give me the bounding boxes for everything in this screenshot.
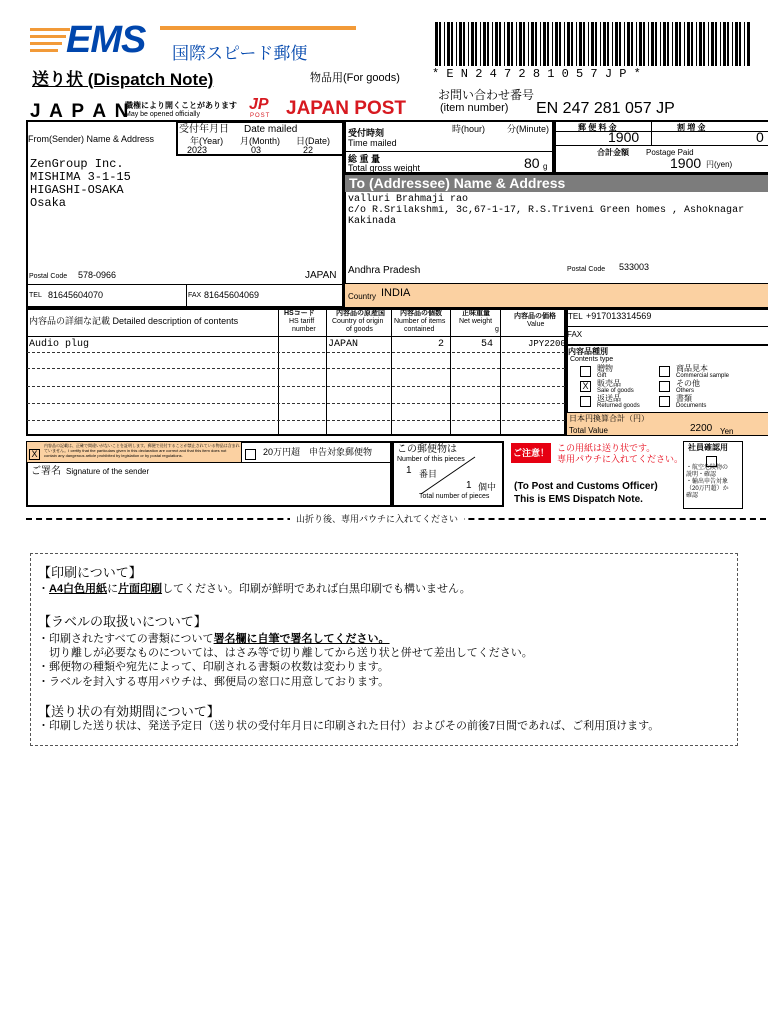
contents-type-label: [597, 395, 640, 409]
contents-type-jp: 販売品: [597, 378, 621, 388]
surcharge-label: 割 増 金: [677, 123, 706, 132]
open-official-jp: 職権により開くことがあります: [125, 101, 237, 110]
barcode-bar: [579, 22, 582, 66]
barcode-bar: [675, 22, 678, 66]
contents-type-en: Contents type: [570, 356, 614, 363]
staff-confirm-notes: [686, 465, 729, 500]
print-bullet: ・: [38, 583, 49, 595]
barcode-bar: [624, 22, 625, 66]
barcode-bar: [451, 22, 453, 66]
sender-fax-label: FAX: [188, 292, 202, 299]
barcode-bar: [492, 22, 493, 66]
barcode-text: * E N 2 4 7 2 8 1 0 5 7 J P *: [432, 67, 641, 81]
barcode-bar: [651, 22, 654, 66]
barcode-bar: [679, 22, 681, 66]
barcode-bar: [531, 22, 534, 66]
barcode-bar: [483, 22, 486, 66]
item-number-label: (item number): [440, 102, 509, 114]
addressee-country: INDIA: [381, 287, 411, 299]
staff-note-5: 確認: [686, 493, 699, 499]
barcode-bar: [468, 22, 469, 66]
barcode-bar: [691, 22, 693, 66]
barcode-bar: [547, 22, 549, 66]
piece-suffix: 番目: [419, 469, 438, 479]
barcode-bar: [663, 22, 666, 66]
item-number: EN 247 281 057 JP: [536, 100, 675, 117]
hs-header-en2: number: [292, 326, 316, 333]
barcode-bar: [615, 22, 618, 66]
net-weight-unit: g: [495, 326, 499, 333]
valid-line: ・印刷した送り状は、発送予定日（送り状の受付年月日に印刷された日付）およびその前後7日間であれば、ご利用頂けます。: [38, 720, 660, 732]
sender-address: [30, 158, 131, 210]
contents-type-en: Commercial sample: [676, 372, 730, 379]
valid-title: 【送り状の有効期間について】: [38, 704, 220, 719]
hour-label: 時(hour): [452, 124, 486, 134]
barcode-bar: [571, 22, 573, 66]
minute-label: 分(Minute): [507, 124, 550, 134]
value-header-jp: 内容品の価格: [514, 313, 556, 320]
surcharge-amount: 0: [756, 129, 764, 145]
barcode-bar: [723, 22, 726, 66]
contents-type-option[interactable]: [659, 393, 706, 411]
barcode-bar: [607, 22, 609, 66]
day-label: 日(Date): [296, 136, 331, 146]
barcode: [435, 22, 751, 66]
date-mailed-jp: 受付年月日: [179, 124, 229, 135]
addressee-header: To (Addressee) Name & Address: [349, 175, 566, 191]
jp-logo-post: POST: [250, 113, 271, 119]
addressee-tel-label: TEL: [568, 312, 583, 321]
barcode-bar: [523, 22, 525, 66]
sender-address-line2: HIGASHI-OSAKA: [30, 183, 124, 197]
sender-country: JAPAN: [305, 270, 337, 281]
contents-type-checkbox[interactable]: [580, 396, 591, 407]
barcode-bar: [559, 22, 561, 66]
sender-name: ZenGroup Inc.: [30, 157, 124, 171]
barcode-bar: [519, 22, 522, 66]
staff-note-2: 説明・確認: [686, 472, 717, 478]
ems-japanese-text: 国際スピード郵便: [172, 44, 308, 63]
sender-address-line3: Osaka: [30, 196, 67, 210]
twenty-man-checkbox[interactable]: [245, 449, 256, 460]
year-label: 年(Year): [190, 136, 224, 146]
barcode-bar: [480, 22, 481, 66]
barcode-bar: [595, 22, 597, 66]
print-emph-a4: A4白色用紙: [49, 583, 108, 595]
barcode-bar: [552, 22, 553, 66]
label-line1-pre: ・印刷されたすべての書類について: [38, 633, 214, 645]
addressee-address-line2: Kakinada: [348, 216, 397, 227]
contents-type-en: Others: [676, 387, 695, 394]
print-title: 【印刷について】: [38, 565, 142, 580]
declaration-text: 内容品の記載は、正確で間違いがないことを証明します。郵便で送付することが禁止されている物品は含まれていません。I certify that the particulars given in this declaration are correct and that this item does not contain any dangerous article prohibited by legislation or by postal regulations.: [44, 443, 240, 458]
inquiry-label-jp: お問い合わせ番号: [438, 88, 535, 102]
barcode-bar: [583, 22, 585, 66]
jp-logo-mark: JP: [249, 96, 269, 113]
barcode-bar: [732, 22, 733, 66]
barcode-bar: [471, 22, 474, 66]
net-weight-header-jp: 正味重量: [462, 310, 490, 317]
contents-type-checkbox[interactable]: [659, 396, 670, 407]
contents-desc-header: 内容品の詳細な記載 Detailed description of contents: [29, 316, 239, 326]
country-label: Country: [348, 292, 377, 301]
open-official-en: May be opened officially: [125, 111, 200, 118]
staff-note-3: ・輸出申告対象: [686, 479, 729, 485]
items-header-en1: Number of items: [394, 318, 446, 325]
label-line1: [38, 633, 390, 645]
barcode-bar: [739, 22, 741, 66]
hs-header-en1: HS tariff: [289, 318, 315, 325]
contents-type-option[interactable]: [580, 393, 640, 411]
addressee-postal-label: Postal Code: [567, 266, 606, 273]
barcode-bar: [543, 22, 546, 66]
row-origin: JAPAN: [328, 339, 359, 350]
barcode-bar: [499, 22, 501, 66]
barcode-bar: [648, 22, 649, 66]
row-items: 2: [438, 339, 445, 350]
label-title: 【ラベルの取扱いについて】: [38, 614, 207, 629]
barcode-bar: [516, 22, 517, 66]
date-mailed-en: Date mailed: [244, 124, 298, 135]
print-rest: してください。印刷が鮮明であれば白黒印刷でも構いません。: [162, 583, 471, 595]
postage-amount: 1900: [608, 129, 640, 145]
time-mailed-en: Time mailed: [348, 138, 397, 148]
twenty-man-label: 20万円超 申告対象郵便物: [263, 447, 373, 457]
barcode-bar: [444, 22, 445, 66]
contents-type-jp: その他: [676, 378, 700, 388]
barcode-bar: [540, 22, 541, 66]
barcode-bar: [511, 22, 513, 66]
barcode-bar: [591, 22, 594, 66]
time-mailed-jp: 受付時刻: [348, 128, 385, 138]
barcode-bar: [711, 22, 714, 66]
contents-type-checkbox[interactable]: X: [580, 381, 591, 392]
contents-type-label: [676, 380, 700, 394]
signature-jp: ご署名: [31, 466, 61, 477]
contents-type-jp: 内容品種別: [568, 347, 608, 356]
barcode-bar: [660, 22, 661, 66]
sender-fax: 81645604069: [204, 290, 260, 300]
addressee-state: Andhra Pradesh: [348, 265, 421, 276]
month-label: 月(Month): [240, 136, 281, 146]
barcode-bar: [627, 22, 630, 66]
print-mid: に: [107, 583, 119, 595]
postage-label: 郵 便 料 金: [578, 123, 617, 132]
barcode-bar: [439, 22, 441, 66]
barcode-bar: [655, 22, 657, 66]
contents-type-label: [676, 395, 706, 409]
fold-instruction: 山折り後、専用パウチに入れてください: [290, 514, 464, 524]
barcode-bar: [703, 22, 705, 66]
dispatch-line: This is EMS Dispatch Note.: [514, 494, 643, 505]
officer-line: (To Post and Customs Officer): [514, 481, 658, 492]
label-line2: 切り離しが必要なものについては、はさみ等で切り離してから送り状と併せて差出してください。: [49, 647, 533, 659]
barcode-bar: [535, 22, 537, 66]
barcode-bar: [715, 22, 717, 66]
weight-unit: g: [543, 162, 548, 171]
signature-en: Signature of the sender: [66, 467, 150, 476]
contents-type-checkbox[interactable]: [659, 366, 670, 377]
value-header-en: Value: [527, 321, 545, 328]
label-line3: ・郵便物の種類や宛先によって、印刷される書類の枚数は変わります。: [38, 661, 389, 673]
barcode-bar: [735, 22, 738, 66]
barcode-bar: [564, 22, 565, 66]
barcode-bar: [528, 22, 529, 66]
barcode-bar: [727, 22, 729, 66]
barcode-bar: [504, 22, 505, 66]
contents-type-jp: 商品見本: [676, 363, 708, 373]
barcode-bar: [744, 22, 745, 66]
contents-type-label: [597, 380, 634, 394]
print-emph-onesided: 片面印刷: [118, 583, 163, 595]
contents-type-jp: 書類: [676, 393, 692, 403]
contents-type-jp: 返送品: [597, 393, 621, 403]
total-value-jp: 日本円換算合計（円）: [569, 414, 649, 423]
barcode-bar: [619, 22, 621, 66]
barcode-bar: [447, 22, 450, 66]
barcode-bar: [687, 22, 690, 66]
addressee-tel: +917013314569: [586, 311, 652, 321]
barcode-bar: [603, 22, 606, 66]
declaration-checkbox[interactable]: X: [29, 449, 40, 460]
contents-type-en: Gift: [597, 372, 607, 379]
sender-postal-label: Postal Code: [29, 273, 68, 280]
barcode-bar: [639, 22, 642, 66]
items-header-jp: 内容品の個数: [400, 310, 442, 317]
barcode-bar: [576, 22, 577, 66]
pieces-total: 1: [466, 480, 472, 491]
mailed-year: 2023: [187, 145, 208, 155]
total-value-en: Total Value: [569, 426, 608, 435]
row-description: Audio plug: [29, 339, 90, 350]
ems-logo-text: EMS: [66, 19, 146, 61]
row-value: JPY2200: [528, 339, 566, 349]
mailed-month: 03: [251, 145, 262, 155]
net-weight-header-en: Net weight: [459, 318, 493, 325]
staff-note-4: （20万円超）か: [686, 486, 729, 492]
barcode-bar: [495, 22, 498, 66]
barcode-bar: [567, 22, 570, 66]
contents-type-jp: 贈物: [597, 363, 613, 373]
barcode-bar: [699, 22, 702, 66]
barcode-bar: [612, 22, 613, 66]
mailed-day: 22: [303, 145, 314, 155]
sender-address-line1: MISHIMA 3-1-15: [30, 170, 131, 184]
contents-type-en: Sale of goods: [597, 387, 634, 394]
barcode-bar: [696, 22, 697, 66]
addressee-name: valluri Brahmaji rao: [348, 194, 469, 205]
total-yen-unit: 円(yen): [706, 160, 733, 169]
pieces-total-en: Total number of pieces: [419, 493, 490, 500]
barcode-bar: [459, 22, 462, 66]
barcode-bar: [684, 22, 685, 66]
pieces-total-suffix: 個中: [478, 482, 497, 492]
barcode-bar: [720, 22, 721, 66]
caution-line2: 専用パウチに入れてください。: [557, 454, 684, 464]
weight-jp: 総 重 量: [348, 154, 381, 164]
origin-header-en2: of goods: [346, 326, 373, 333]
barcode-bar: [435, 22, 438, 66]
barcode-bar: [643, 22, 645, 66]
contents-type-label: [597, 365, 613, 379]
sender-tel: 81645604070: [48, 290, 104, 300]
total-weight: 80: [524, 155, 540, 171]
sender-postal-code: 578-0966: [78, 270, 117, 280]
staff-note-1: ・航空危険物の: [686, 465, 729, 471]
barcode-bar: [463, 22, 465, 66]
addressee-fax-label: FAX: [567, 330, 583, 339]
label-line4: ・ラベルを封入する専用パウチは、郵便局の窓口に用意しております。: [38, 676, 390, 688]
caution-line1: この用紙は送り状です。: [557, 443, 656, 453]
staff-confirm-header: 社員確認用: [688, 443, 728, 452]
addressee-address-line1: c/o R.Srilakshmi, 3c,67-1-17, R.S.Triveni Green homes , Ashoknagar: [348, 205, 745, 216]
barcode-bar: [708, 22, 709, 66]
addressee-address: [348, 194, 766, 227]
origin-header-en1: Country of origin: [332, 318, 384, 325]
barcode-bar: [555, 22, 558, 66]
pieces-label-jp: この郵便物は: [397, 444, 457, 455]
pieces-label-en: Number of this pieces: [397, 456, 465, 463]
total-amount-label: 合計金額: [597, 148, 629, 157]
total-value-unit: Yen: [720, 427, 734, 436]
contents-type-en: Documents: [676, 402, 707, 409]
barcode-bar: [456, 22, 457, 66]
page-title: 送り状 (Dispatch Note): [32, 70, 214, 89]
goods-label: 物品用(For goods): [310, 72, 400, 84]
barcode-bar: [588, 22, 589, 66]
barcode-bar: [672, 22, 673, 66]
barcode-bar: [631, 22, 633, 66]
contents-type-checkbox[interactable]: [659, 381, 670, 392]
weight-en: Total gross weight: [348, 163, 421, 173]
hs-header-jp: HSコード: [284, 310, 315, 317]
origin-country: J A P A N: [30, 101, 131, 122]
addressee-postal-code: 533003: [619, 262, 650, 272]
contents-type-label: [676, 365, 729, 379]
row-net-weight: 54: [481, 339, 494, 350]
caution-badge: ご注意！: [511, 443, 551, 463]
japan-post-text: JAPAN POST: [286, 98, 407, 119]
barcode-bar: [487, 22, 489, 66]
sender-label: From(Sender) Name & Address: [28, 134, 155, 144]
total-amount: 1900: [670, 155, 702, 171]
barcode-bar: [600, 22, 601, 66]
barcode-bar: [475, 22, 477, 66]
postage-paid-label: Postage Paid: [646, 148, 694, 157]
barcode-bar: [507, 22, 510, 66]
barcode-bar: [747, 22, 750, 66]
items-header-en2: contained: [404, 326, 435, 333]
origin-header-jp: 内容品の原産国: [336, 310, 385, 317]
barcode-bar: [636, 22, 637, 66]
piece-number: 1: [406, 465, 412, 476]
total-value: 2200: [690, 423, 713, 434]
barcode-bar: [667, 22, 669, 66]
contents-type-en: Returned goods: [597, 402, 640, 409]
contents-type-checkbox[interactable]: [580, 366, 591, 377]
sender-tel-label: TEL: [29, 292, 42, 299]
print-line: [38, 583, 471, 595]
label-line1-emph: 署名欄に自筆で署名してください。: [213, 633, 390, 645]
